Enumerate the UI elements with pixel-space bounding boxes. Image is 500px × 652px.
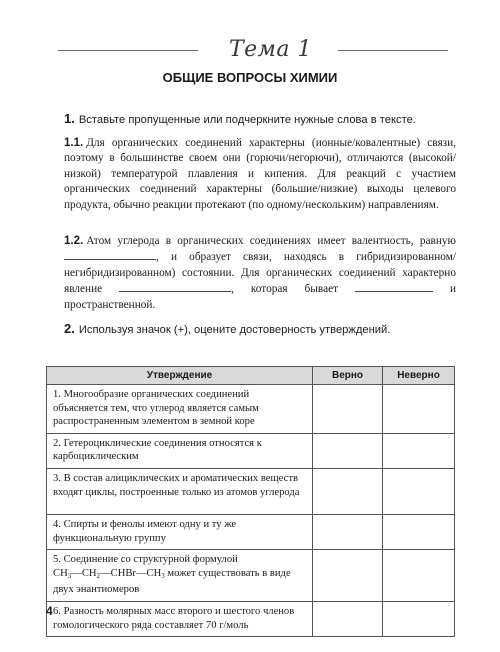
paragraph-1-2-part2: , и образует связи, находясь в гибридизированном/негибридизированном) состоянии. Для органических соединений характерно явление xyxy=(64,251,456,296)
statement-cell: 1. Многообразие органических соединений объясняется тем, что углерод является самым распространенным элементом в земной коре xyxy=(47,385,313,434)
false-answer-cell[interactable] xyxy=(383,601,455,636)
paragraph-1-2-number: 1.2. xyxy=(64,235,84,247)
paragraph-1-1-number: 1.1. xyxy=(64,137,84,149)
theme-title: Тема 1 xyxy=(228,37,313,62)
paragraph-1-2-part4: и пространственной. xyxy=(64,283,457,311)
paragraph-1-1-text: Для органических соединений характерны (ионные/ковалентные) связи, поэтому в большинстве своем они (горючи/негорючи), отличаются (высокой/низкой) температурой плавления и кипения. Для реакций с участием органических соединений характерны (большие/низкие) выходы целевого продукта, обычно реакции протекают (по одному/нескольким) направлениям. xyxy=(64,137,456,211)
statement-cell xyxy=(47,550,313,602)
theme-header xyxy=(58,38,448,62)
statement-cell: 4. Спирты и фенолы имеют одну и ту же функциональную группу xyxy=(47,514,313,549)
formula-subscript: 3 xyxy=(161,571,165,580)
true-answer-cell[interactable] xyxy=(313,550,383,602)
table-row xyxy=(47,468,455,514)
true-answer-cell[interactable] xyxy=(313,468,383,514)
table-row xyxy=(47,601,455,636)
table-row xyxy=(47,433,455,468)
paragraph-1-2-part3: , которая бывает xyxy=(231,283,339,296)
column-header-true: Верно xyxy=(313,367,383,385)
task-1-number: 1. xyxy=(64,111,75,126)
false-answer-cell[interactable] xyxy=(383,468,455,514)
formula-part: CH xyxy=(53,567,68,579)
section-title: ОБЩИЕ ВОПРОСЫ ХИМИИ xyxy=(162,70,338,85)
paragraph-1-1 xyxy=(64,136,456,213)
header-rule-right xyxy=(338,50,448,51)
paragraph-1-2 xyxy=(64,234,456,313)
column-header-statement: Утверждение xyxy=(47,367,313,385)
statement-5-suffix: может существовать в виде двух энантиомеров xyxy=(53,567,291,596)
answer-blank-valence[interactable] xyxy=(64,249,156,260)
table-header-row xyxy=(47,367,455,385)
column-header-false: Неверно xyxy=(383,367,455,385)
table-row xyxy=(47,550,455,602)
header-rule-left xyxy=(58,50,198,51)
false-answer-cell[interactable] xyxy=(383,385,455,434)
paragraph-1-2-part1: Атом углерода в органических соединениях имеет валентность, равную xyxy=(86,235,456,247)
table-row xyxy=(47,385,455,434)
task-2-number: 2. xyxy=(64,321,75,336)
true-answer-cell[interactable] xyxy=(313,385,383,434)
structural-formula xyxy=(53,568,165,579)
false-answer-cell[interactable] xyxy=(383,433,455,468)
true-answer-cell[interactable] xyxy=(313,601,383,636)
formula-part: —CH xyxy=(71,567,97,579)
formula-part: —CHBr—CH xyxy=(100,567,162,579)
false-answer-cell[interactable] xyxy=(383,550,455,602)
task-1-instruction: Вставьте пропущенные или подчеркните нужные слова в тексте. xyxy=(78,114,416,126)
true-answer-cell[interactable] xyxy=(313,514,383,549)
formula-subscript: 2 xyxy=(96,571,101,580)
answer-blank-phenomenon[interactable] xyxy=(119,281,231,292)
statement-5-prefix: 5. Соединение со структурной формулой xyxy=(53,554,238,566)
false-answer-cell[interactable] xyxy=(383,514,455,549)
statements-table xyxy=(46,366,455,637)
task-1-heading xyxy=(64,112,456,127)
table-row xyxy=(47,514,455,549)
task-2-instruction: Используя значок (+), оцените достоверность утверждений. xyxy=(78,324,391,336)
true-answer-cell[interactable] xyxy=(313,433,383,468)
task-2-heading xyxy=(64,322,456,337)
page-number: 4 xyxy=(46,604,53,618)
statement-cell: 6. Разность молярных масс второго и шестого членов гомологического ряда составляет 70 г/моль xyxy=(47,601,313,636)
answer-blank-type[interactable] xyxy=(355,281,433,292)
statement-cell: 3. В состав алициклических и ароматических веществ входят циклы, построенные только из атомов углерода xyxy=(47,468,313,514)
formula-subscript: 3 xyxy=(67,571,72,580)
statement-cell: 2. Гетероциклические соединения относятся к карбоциклическим xyxy=(47,433,313,468)
